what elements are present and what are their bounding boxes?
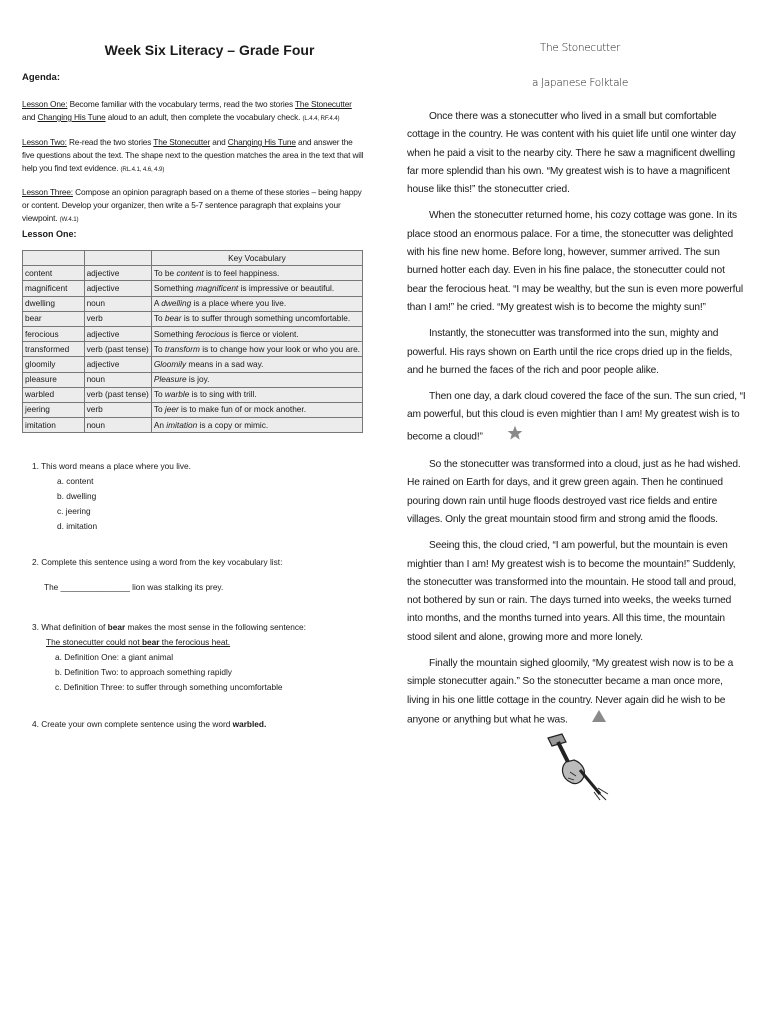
vocab-part-of-speech: adjective	[84, 326, 151, 341]
vocab-header: Key Vocabulary	[151, 251, 362, 266]
story-link-changing-his-tune: Changing His Tune	[227, 137, 296, 147]
answer-option: c. Definition Three: to suffer through something uncomfortable	[55, 682, 283, 692]
definition-pre: An	[153, 419, 167, 430]
question-3-text-b: makes the most sense in the following sentence:	[127, 622, 306, 632]
vocab-part-of-speech: adjective	[84, 266, 151, 281]
answer-option: a. Definition One: a giant animal	[55, 652, 174, 662]
vocab-definition	[151, 266, 362, 281]
vocab-part-of-speech: adjective	[84, 281, 151, 296]
vocab-header-blank	[84, 251, 151, 266]
vocab-definition	[151, 387, 362, 402]
vocab-part-of-speech: verb	[84, 311, 151, 326]
lesson-one-heading: Lesson One:	[22, 229, 77, 239]
story-link-stonecutter: The Stonecutter	[295, 99, 352, 109]
definition-post: is fierce or violent.	[229, 328, 299, 339]
definition-term: jeer	[164, 404, 179, 415]
vocab-word: bear	[23, 311, 85, 326]
lesson-one-text: Become familiar with the vocabulary terms, read the two stories	[69, 99, 293, 109]
vocab-word: pleasure	[23, 372, 85, 387]
lesson-three-instructions	[22, 186, 367, 226]
answer-option: c. jeering	[57, 506, 91, 516]
question-3-text-a: 3. What definition of	[32, 622, 106, 632]
question-1	[32, 459, 362, 534]
question-4-bold-word: warbled.	[232, 719, 267, 729]
vocab-definition	[151, 296, 362, 311]
question-3	[32, 620, 362, 695]
story-paragraph: Once there was a stonecutter who lived in a small but comfortable cottage in the country. He was content with his quiet life until one winter day when he paid a visit to the nearby city. There he saw a magnificent dwelling far more splendid than his own. “My greatest wish is to have a magnificent house like this!” the stonecutter cried.	[407, 111, 736, 196]
vocab-part-of-speech: verb (past tense)	[84, 387, 151, 402]
question-4-text: 4. Create your own complete sentence using the word	[32, 719, 231, 729]
vocab-row	[23, 387, 363, 402]
sentence-part: the ferocious heat.	[161, 637, 231, 647]
definition-term: imitation	[166, 419, 198, 430]
lesson-one-instructions	[22, 98, 367, 125]
conjunction: and	[212, 137, 226, 147]
vocab-definition	[151, 357, 362, 372]
vocab-row	[23, 357, 363, 372]
definition-pre: To	[153, 404, 165, 415]
sentence-bold-word: bear	[141, 637, 160, 647]
vocab-word: imitation	[23, 418, 85, 433]
question-2-text: 2. Complete this sentence using a word from the key vocabulary list:	[32, 557, 283, 567]
story-paragraph	[407, 388, 747, 448]
vocab-header-blank	[23, 251, 85, 266]
definition-pre: To	[153, 313, 165, 324]
vocab-word: warbled	[23, 387, 85, 402]
triangle-icon	[570, 710, 606, 729]
definition-pre: To	[153, 389, 165, 400]
answer-option: d. imitation	[57, 521, 98, 531]
question-3-text	[32, 620, 362, 635]
story-link-stonecutter: The Stonecutter	[153, 137, 211, 147]
story-paragraph-text: Then one day, a dark cloud covered the face of the sun. The sun cried, “I am powerful, but this cloud is even mightier than I am! My greatest wish is to become a cloud!”	[407, 391, 746, 443]
vocab-word: content	[23, 266, 85, 281]
definition-post: is joy.	[186, 374, 210, 385]
story-link-changing-his-tune: Changing His Tune	[37, 112, 106, 122]
lesson-two-standard: (RL.4.1, 4.6, 4.9)	[120, 166, 165, 173]
definition-term: magnificent	[195, 282, 239, 293]
vocab-row	[23, 326, 363, 341]
vocab-word: gloomily	[23, 357, 85, 372]
story-title: The Stonecutter	[539, 42, 621, 54]
sentence-part: The stonecutter could not	[46, 637, 140, 647]
question-3-sentence	[32, 635, 362, 650]
story-paragraph: So the stonecutter was transformed into a cloud, just as he had wished. He rained on Earth for days, and it grew green again. Then he continued pouring down rain until huge floods destroyed vast rice fields and entire villages. Only the great mountain stood firm and strong amid the floods.	[407, 459, 741, 525]
story-paragraph: When the stonecutter returned home, his cozy cottage was gone. In its place stood an enormous palace. For a time, the stonecutter was delighted with his fine new home. Before long, however, summer arrived. The sun burned hotter each day. Even in his fine palace, the stonecutter could not bear the ferocious heat. “I may be wealthy, but the sun is even more powerful than I am!” he cried. “My greatest wish is to become the mighty sun!”	[407, 210, 743, 313]
lesson-two-text-b: and answer the five questions about the text. The shape next to the question matches the area in the text that will help you find text evidence.	[22, 137, 364, 173]
definition-term: Gloomily	[153, 358, 187, 369]
conjunction: and	[22, 112, 36, 122]
definition-pre: Something	[153, 282, 196, 293]
question-4	[32, 717, 362, 732]
story-subtitle: a Japanese Folktale	[531, 77, 629, 89]
answer-option: b. Definition Two: to approach something rapidly	[55, 667, 232, 677]
vocab-word: transformed	[23, 342, 85, 357]
lesson-one-standard: (L.4.4, RF.4.4)	[302, 115, 340, 122]
lesson-two-instructions	[22, 136, 367, 176]
definition-post: means in a sad way.	[186, 358, 264, 369]
vocab-part-of-speech: adjective	[84, 357, 151, 372]
lesson-three-label: Lesson Three:	[22, 187, 73, 197]
definition-post: is to feel happiness.	[203, 267, 280, 278]
lesson-three-text: Compose an opinion paragraph based on a theme of these stories – being happy or content. Develop your organizer, then write a 5-7 sentence paragraph that explains your viewpoint.	[22, 187, 362, 223]
definition-pre: To be	[153, 267, 177, 278]
vocab-definition	[151, 342, 362, 357]
definition-pre: A	[153, 298, 162, 309]
question-2	[32, 555, 362, 595]
vocab-definition	[151, 281, 362, 296]
story-paragraph	[407, 655, 747, 730]
lesson-two-label: Lesson Two:	[22, 137, 67, 147]
vocabulary-table	[22, 250, 363, 433]
vocab-row	[23, 402, 363, 417]
vocab-row	[23, 296, 363, 311]
vocab-row	[23, 342, 363, 357]
vocab-definition	[151, 311, 362, 326]
lesson-three-standard: (W.4.1)	[59, 216, 79, 223]
definition-post: is impressive or beautiful.	[238, 282, 335, 293]
vocab-row	[23, 266, 363, 281]
definition-term: ferocious	[195, 328, 230, 339]
vocab-part-of-speech: noun	[84, 418, 151, 433]
vocab-definition	[151, 326, 362, 341]
agenda-label: Agenda:	[22, 72, 60, 83]
hammer-chisel-illustration	[540, 732, 612, 802]
vocab-header-row	[23, 251, 363, 266]
vocab-part-of-speech: verb	[84, 402, 151, 417]
star-icon	[485, 425, 523, 448]
vocab-definition	[151, 418, 362, 433]
worksheet-title: Week Six Literacy – Grade Four	[104, 42, 315, 58]
vocab-word: magnificent	[23, 281, 85, 296]
definition-term: transform	[164, 343, 200, 354]
vocab-row	[23, 372, 363, 387]
vocab-part-of-speech: noun	[84, 296, 151, 311]
story-paragraph: Instantly, the stonecutter was transformed into the sun, mighty and powerful. His rays shown on Earth until the rice crops dried up in the fields, and he burned the faces of the rich and poor people alike.	[407, 328, 733, 376]
definition-term: Pleasure	[153, 374, 187, 385]
definition-pre: Something	[153, 328, 196, 339]
lesson-two-text: Re-read the two stories	[68, 137, 152, 147]
lesson-one-text-b: aloud to an adult, then complete the vocabulary check.	[107, 112, 301, 122]
definition-post: is to suffer through something uncomfortable.	[181, 313, 351, 324]
vocab-definition	[151, 402, 362, 417]
question-3-bold-word: bear	[107, 622, 126, 632]
definition-post: is a copy or mimic.	[197, 419, 269, 430]
fill-in-blank-sentence: The _______________ lion was stalking its prey.	[44, 582, 224, 592]
story-paragraph: Seeing this, the cloud cried, “I am powerful, but the mountain is even mightier than I am! My greatest wish is to become the mountain!” Suddenly, the stonecutter was transformed into the mountain. He stood tall and proud, not bothered by sun or rain. The days turned into weeks, the weeks turned into months, and the months turned into years. All this time, the mountain stood silent and alone, growing more and more lonely.	[407, 540, 737, 643]
vocab-part-of-speech: verb (past tense)	[84, 342, 151, 357]
definition-term: warble	[164, 389, 190, 400]
definition-term: dwelling	[161, 298, 192, 309]
definition-term: bear	[164, 313, 182, 324]
definition-post: is to make fun of or mock another.	[178, 404, 307, 415]
story-text	[407, 108, 747, 738]
answer-option: a. content	[57, 476, 94, 486]
lesson-one-label: Lesson One:	[22, 99, 68, 109]
vocab-word: jeering	[23, 402, 85, 417]
vocab-definition	[151, 372, 362, 387]
vocab-row	[23, 281, 363, 296]
definition-post: is to change how your look or who you are.	[199, 343, 360, 354]
story-paragraph-text: Finally the mountain sighed gloomily, “My greatest wish now is to be a simple stonecutter again.” So the stonecutter became a man once more, living in his one little cottage in the country. Never again did he wish to be anyone or anything but what he was.	[407, 658, 734, 726]
definition-post: is a place where you live.	[191, 298, 287, 309]
definition-post: is to sing with trill.	[189, 389, 257, 400]
definition-pre: To	[153, 343, 165, 354]
vocab-row	[23, 311, 363, 326]
definition-term: content	[176, 267, 204, 278]
question-1-text: 1. This word means a place where you live.	[32, 461, 191, 471]
answer-option: b. dwelling	[57, 491, 97, 501]
vocab-row	[23, 418, 363, 433]
vocab-word: ferocious	[23, 326, 85, 341]
vocab-word: dwelling	[23, 296, 85, 311]
vocab-part-of-speech: noun	[84, 372, 151, 387]
